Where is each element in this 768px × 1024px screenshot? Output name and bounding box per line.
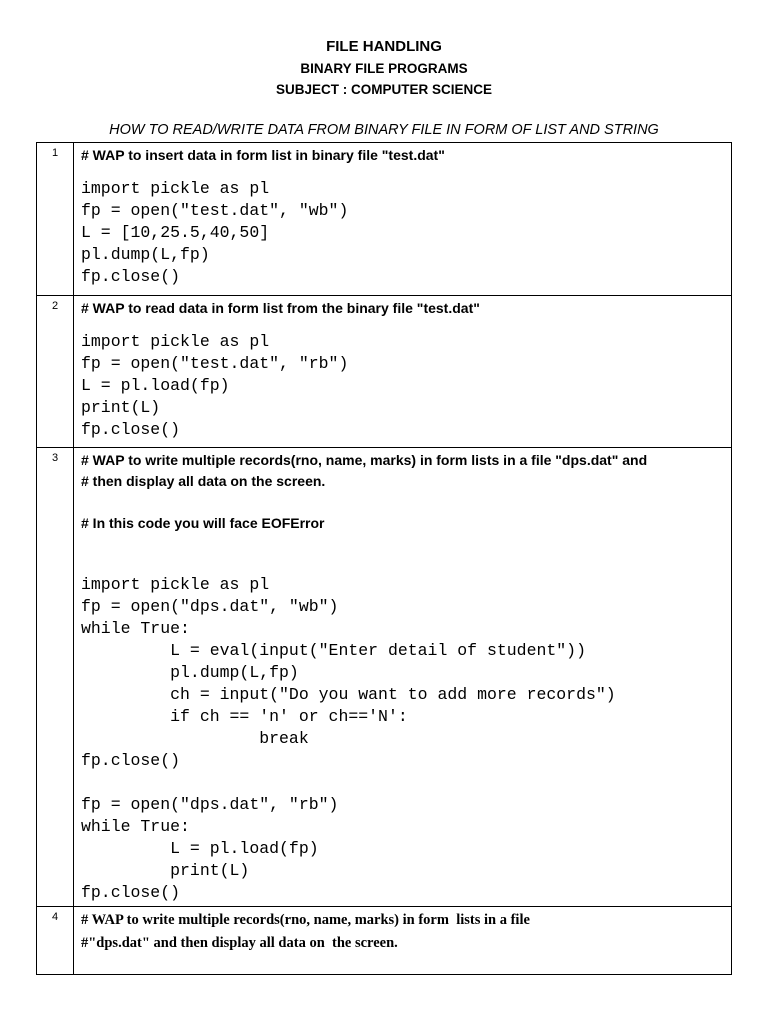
program-number: 2 [37, 296, 74, 448]
program-comment: # WAP to write multiple records(rno, name, marks) in form lists in a file "dps.dat" and # then display all data on the screen. [81, 452, 648, 489]
program-number: 1 [37, 143, 74, 296]
programs-table [36, 142, 732, 975]
program-code: import pickle as pl fp = open("test.dat", "rb") L = pl.load(fp) print(L) fp.close() [81, 332, 349, 439]
program-comment: # WAP to write multiple records(rno, name, marks) in form lists in a file #"dps.dat" and then display all data on the screen. [81, 912, 530, 951]
program-comment: # WAP to insert data in form list in binary file "test.dat" [81, 147, 445, 163]
program-code: import pickle as pl fp = open("dps.dat", "wb") while True: L = eval(input("Enter detail of student")) pl.dump(L,fp) ch = input("Do you want to add more records") if ch == 'n' or ch=='N': break fp.close() fp = open("dps.dat", "rb") while True: L = pl.load(fp) print(L) fp.close() [81, 575, 616, 902]
subject-line: SUBJECT : COMPUTER SCIENCE [275, 82, 493, 97]
program-note: # In this code you will face EOFError [81, 515, 325, 531]
section-heading: HOW TO READ/WRITE DATA FROM BINARY FILE IN FORM OF LIST AND STRING [109, 122, 659, 138]
document-subtitle: BINARY FILE PROGRAMS [300, 61, 468, 76]
document-title: FILE HANDLING [326, 38, 442, 55]
program-row [37, 907, 732, 975]
program-cell [74, 296, 732, 448]
program-code: import pickle as pl fp = open("test.dat", "wb") L = [10,25.5,40,50] pl.dump(L,fp) fp.close() [81, 179, 349, 286]
program-cell [74, 143, 732, 296]
program-row [37, 143, 732, 296]
program-row [37, 448, 732, 907]
program-comment: # WAP to read data in form list from the binary file "test.dat" [81, 300, 480, 316]
program-cell [74, 907, 732, 975]
program-number: 3 [37, 448, 74, 907]
program-cell [74, 448, 732, 907]
program-number: 4 [37, 907, 74, 975]
program-row [37, 296, 732, 448]
